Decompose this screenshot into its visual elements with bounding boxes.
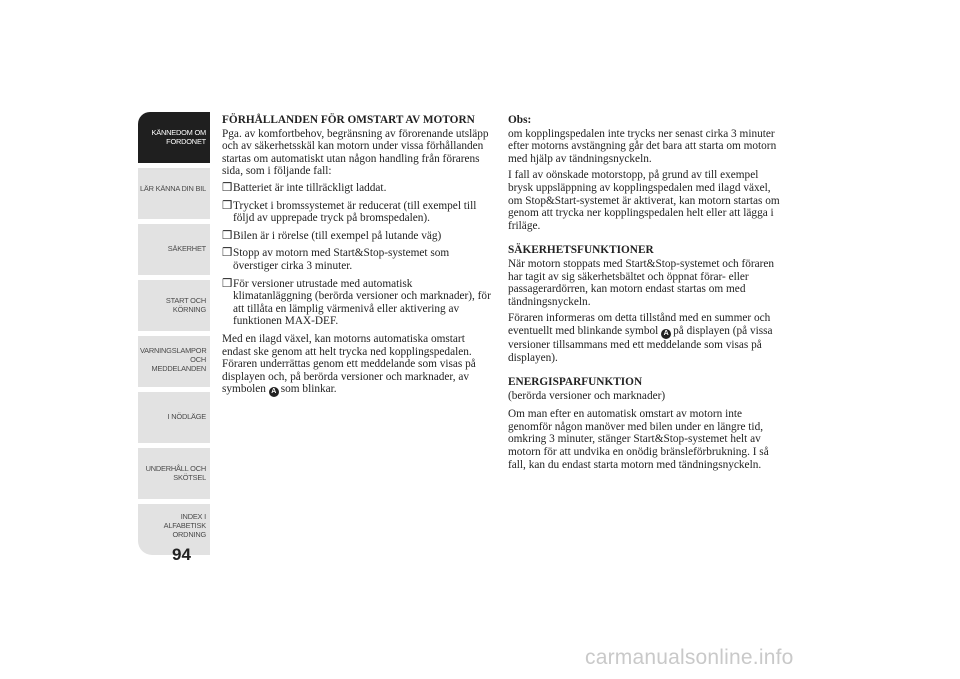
list-item-text: Bilen är i rörelse (till exempel på lutande väg) (233, 229, 442, 242)
list-item (222, 247, 494, 272)
obs-paragraph-2: I fall av oönskade motorstopp, på grund av till exempel brysk uppsläppning av kopplingspedalen med ilagd växel, om Stop&Start-systemet är aktiverat, kan motorn startas om genom att trycka ner kopplingspedalen helt eller att lägga i friläge. (508, 169, 780, 232)
obs-heading: Obs: (508, 114, 532, 126)
right-column (508, 114, 784, 475)
list-item-text: För versioner utrustade med automatisk klimatanläggning (berörda versioner och marknader), för att tillåta en lämplig värmenivå eller aktivering av funktionen MAX-DEF. (233, 277, 491, 328)
watermark: carmanualsonline.info (585, 646, 794, 669)
list-item (222, 200, 494, 225)
checkbox-bullet-icon: ❒ (222, 181, 233, 194)
start-stop-warning-icon: A (269, 387, 279, 397)
section-heading-safety: SÄKERHETSFUNKTIONER (508, 244, 654, 257)
list-item-text: Trycket i bromssystemet är reducerat (till exempel till följd av upprepade tryck på bromspedalen). (233, 199, 477, 225)
tab-start-och-korning[interactable]: START OCH KÖRNING (138, 280, 210, 331)
outro-text: Med en ilagd växel, kan motorns automatiska omstart endast ske genom att helt trycka ned kopplingspedalen. Föraren underrättas genom ett meddelande som visas på displayen och, på berörda versioner och marknader, av symbolen (222, 332, 476, 396)
energy-paragraph: Om man efter en automatisk omstart av motorn inte genomför någon manöver med bilen under en längre tid, omkring 3 minuter, stänger Start&Stop-systemet helt av motorn för att undvika en onödig bränsleförbrukning. I så fall, kan du endast starta motorn med tändningsnyckeln. (508, 408, 769, 471)
tab-varningslampor[interactable]: VARNINGSLAMPOR OCH MEDDELANDEN (138, 336, 210, 387)
safety-paragraph-2 (508, 312, 784, 364)
page-number: 94 (172, 545, 191, 564)
list-item-text: Stopp av motorn med Start&Stop-systemet som överstiger cirka 3 minuter. (233, 247, 450, 272)
chapter-tabs (138, 112, 210, 555)
checkbox-bullet-icon: ❒ (222, 247, 233, 260)
safety-paragraph-1: När motorn stoppats med Start&Stop-systemet och föraren har tagit av sig säkerhetsbältet och öppnat förar- eller passagerardörren, kan motorn endast startas om med tändningsnyckeln. (508, 257, 775, 308)
tab-lar-kanna-din-bil[interactable]: LÄR KÄNNA DIN BIL (138, 168, 210, 219)
section-heading-omstart: FÖRHÅLLANDEN FÖR OMSTART AV MOTORN (222, 114, 475, 126)
tab-index[interactable]: INDEX I ALFABETISK ORDNING (138, 504, 210, 555)
safety-text-a: Föraren informeras om detta tillstånd med en summer och eventuellt med blinkande symbol (508, 312, 771, 337)
tab-i-nodlage[interactable]: I NÖDLÄGE (138, 392, 210, 443)
outro-end-text: som blinkar. (280, 383, 337, 396)
intro-paragraph: Pga. av komfortbehov, begränsning av förorenande utsläpp och av säkerhetsskäl kan motorn under vissa förhållanden startas om automatiskt utan någon handling från förarens sida, som i följande fall: (222, 127, 489, 178)
left-column (222, 114, 494, 401)
list-item-text: Batteriet är inte tillräckligt laddat. (233, 181, 387, 194)
list-item (222, 230, 494, 243)
section-heading-energy: ENERGISPARFUNKTION (508, 376, 643, 389)
safety-text-b: på displayen (på vissa versioner tillsammans med ett meddelande som visas på displayen). (508, 324, 773, 364)
start-stop-warning-icon: A (661, 329, 671, 339)
tab-kannedom-om-fordonet[interactable]: KÄNNEDOM OM FORDONET (138, 112, 210, 163)
list-item (222, 278, 494, 328)
obs-paragraph-1: om kopplingspedalen inte trycks ner senast cirka 3 minuter efter motorns avstängning går det bara att starta om motorn med hjälp av tändningsnyckeln. (508, 127, 777, 165)
tab-sakerhet[interactable]: SÄKERHET (138, 224, 210, 275)
list-item (222, 182, 494, 195)
tab-underhall-och-skotsel[interactable]: UNDERHÅLL OCH SKÖTSEL (138, 448, 210, 499)
checkbox-bullet-icon: ❒ (222, 277, 233, 290)
outro-paragraph (222, 333, 494, 397)
checkbox-bullet-icon: ❒ (222, 199, 233, 212)
checkbox-bullet-icon: ❒ (222, 229, 233, 242)
energy-subheading: (berörda versioner och marknader) (508, 389, 666, 402)
